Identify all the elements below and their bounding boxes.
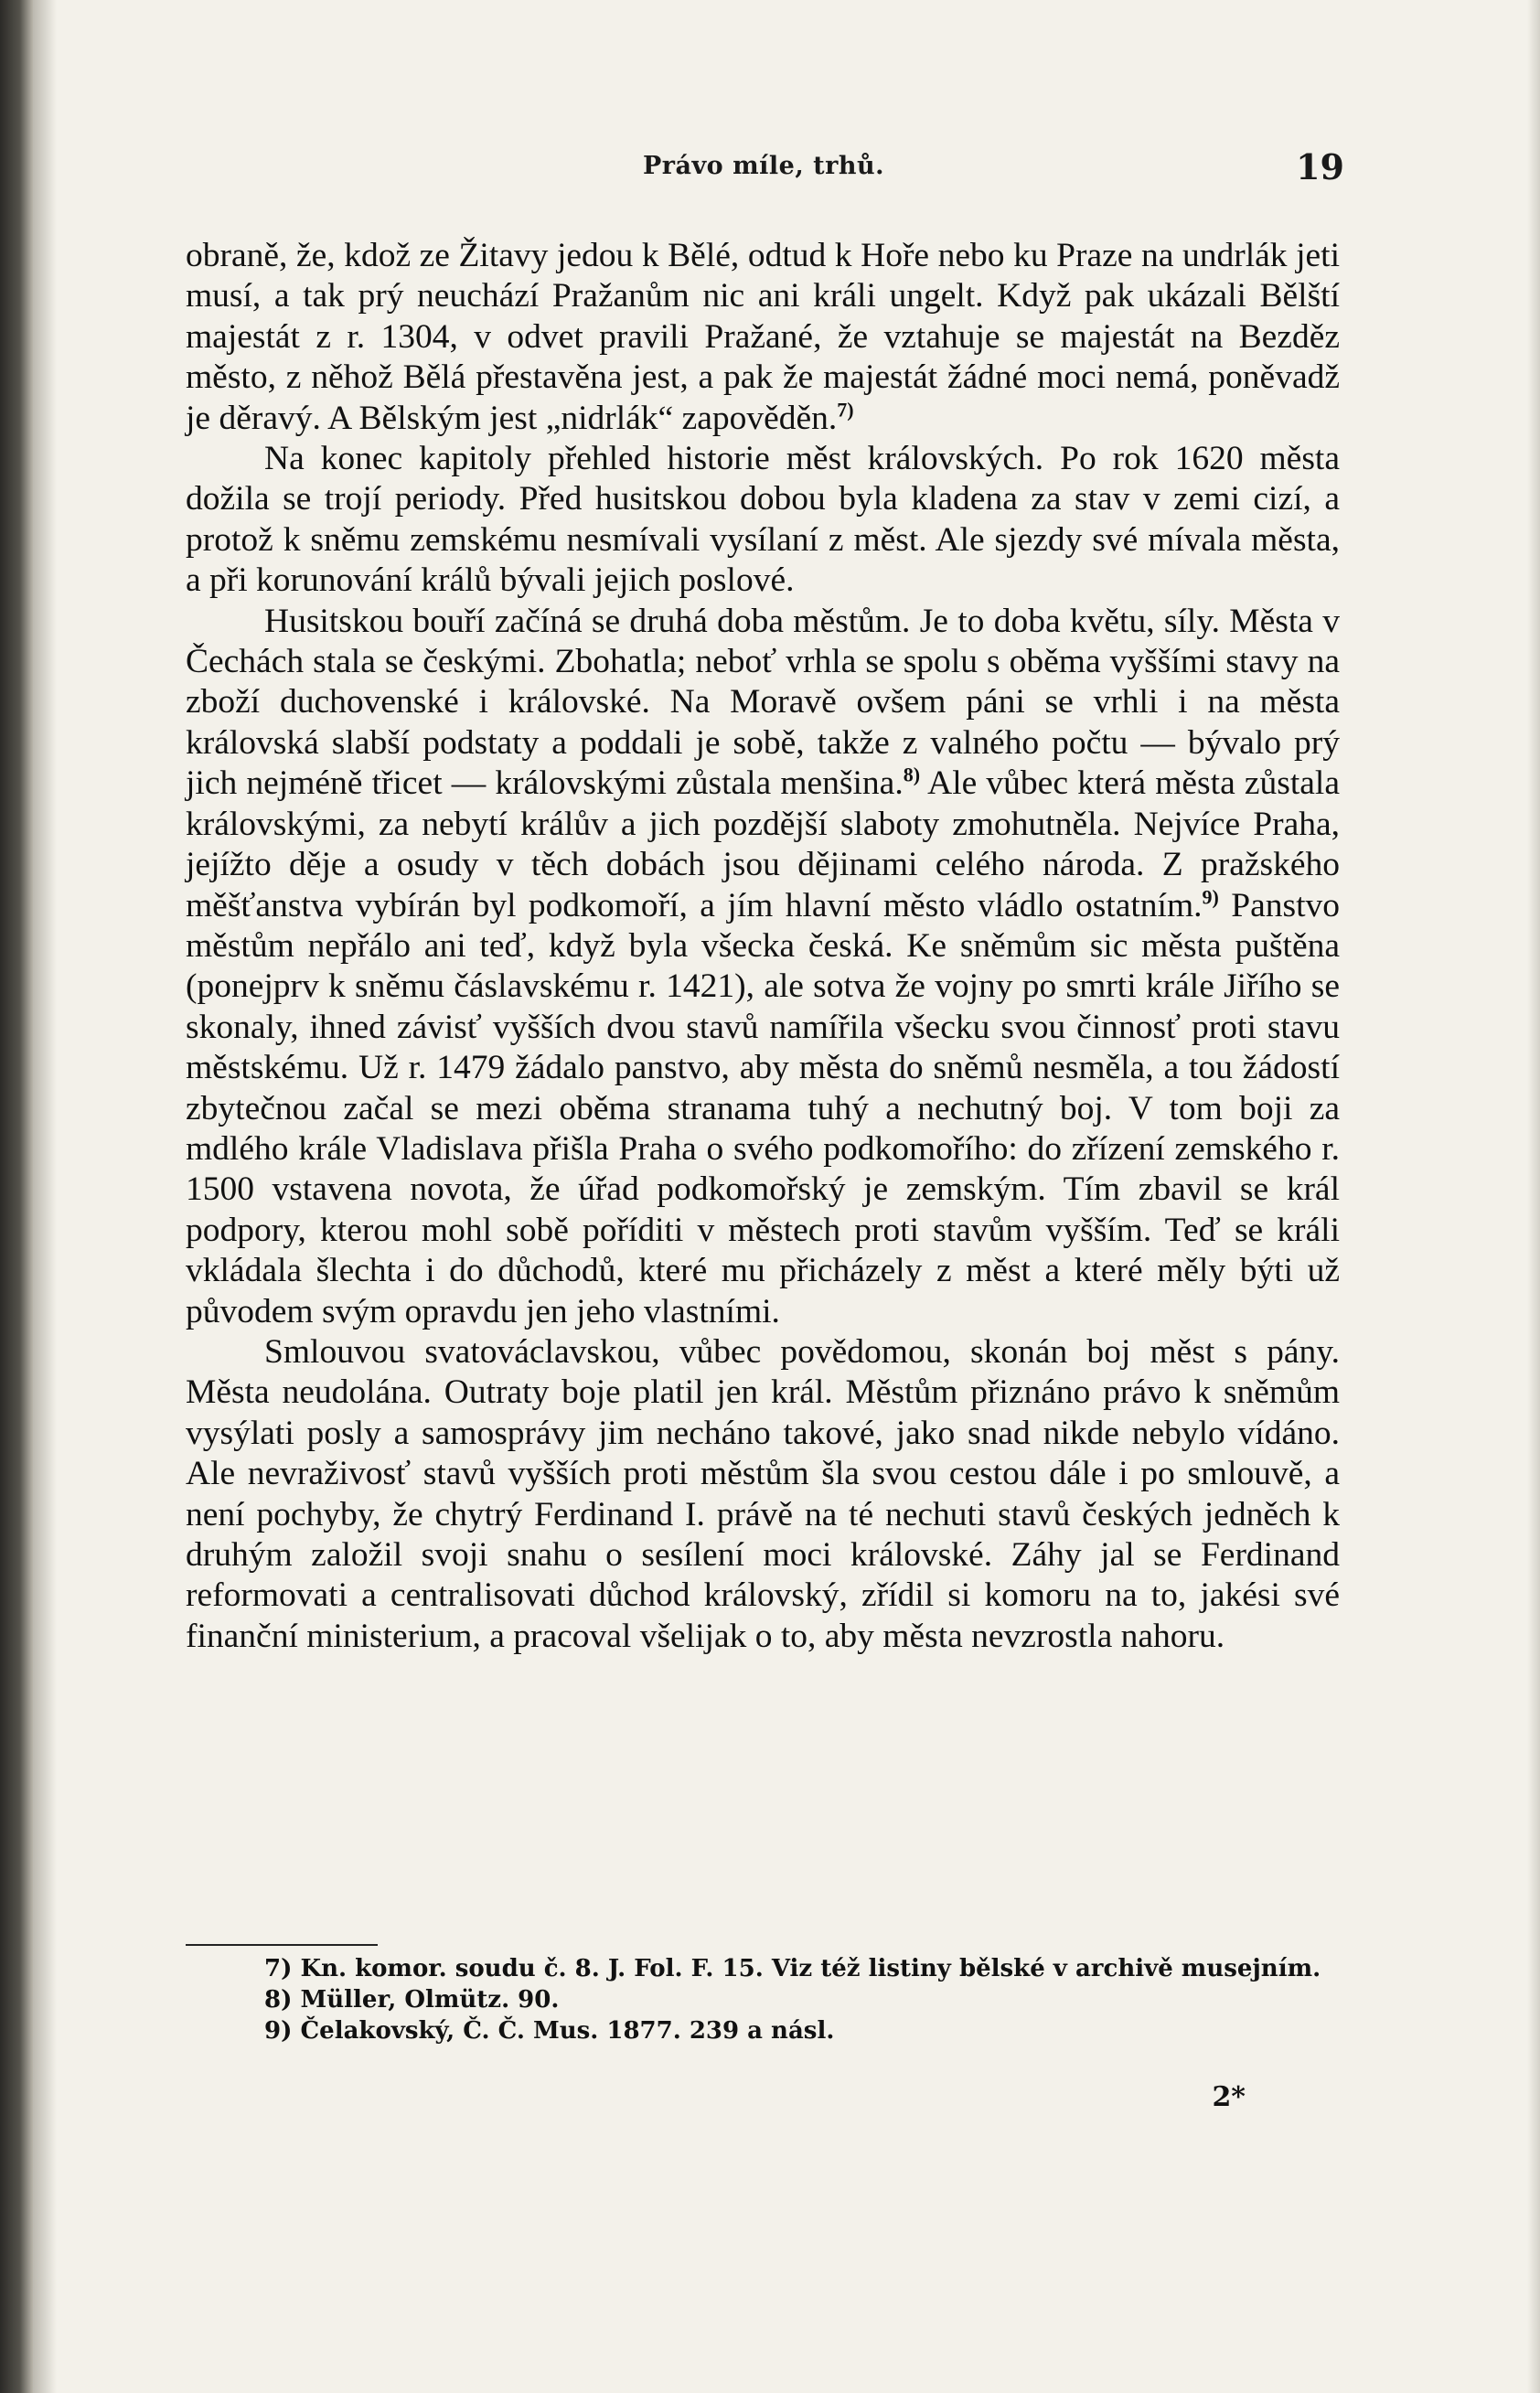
paragraph-text: Husitskou bouří začíná se druhá doba městům. Je to doba květu, síly. Města v Čechách stala se českými. Zbohatla; neboť vrhla se spolu s oběma vyššími stavy na zboží duchovenské i královské. Na Moravě ovšem páni se vrhli i na města královská slabší podstaty a poddali je sobě, takže z valného počtu — bývalo prý jich nejméně třicet — královskými zůstala menšina. — [186, 602, 1340, 803]
footnote-number: 8) — [264, 1986, 293, 2014]
paragraph-text: obraně, že, kdož ze Žitavy jedou k Bělé, odtud k Hoře nebo ku Praze na undrlák jeti musí, a tak prý neuchází Pražanům nic ani králi ungelt. Když pak ukázali Bělští majestát z r. 1304, v odvet pravili Pražané, že vztahuje se majestát na Bezděz město, z něhož Bělá přestavěna jest, a pak že majestát žádné moci nemá, poněvadž je děravý. A Bělským jest „nidrlák“ zapověděn. — [186, 237, 1340, 437]
page-number: 19 — [1296, 146, 1344, 187]
footnote-number: 7) — [264, 1955, 293, 1982]
paragraph — [186, 236, 1340, 439]
paragraph-text: Smlouvou svatováclavskou, vůbec povědomou, skonán boj měst s pány. Města neudolána. Outraty boje platil jen král. Městům přiznáno právo k sněmům vysýlati posly a samosprávy jim necháno takové, jako snad nikde nebylo vídáno. Ale nevraživosť stavů vyšších proti městům šla svou cestou dále i po smlouvě, a není pochyby, že chytrý Ferdinand I. právě na té nechuti stavů českých jedněch k druhým založil svoji snahu o sesílení moci královské. Záhy jal se Ferdinand reformovati a centralisovati důchod královský, zřídil si komoru na to, jakési své finanční ministerium, a pracoval všelijak o to, aby města nevzrostla nahoru. — [186, 1332, 1340, 1655]
paragraph-text: Ale vůbec která města zůstala královskými, za nebytí králův a jich pozdější slaboty zmohutněla. Nejvíce Praha, jejížto děje a osudy v těch dobách jsou dějinami celého národa. Z pražského měšťanstva vybírán byl podkomoří, a jím hlavní město vládlo ostatním. — [186, 764, 1340, 924]
binding-shadow — [33, 0, 57, 2393]
paragraph — [186, 439, 1340, 602]
running-title: Právo míle, trhů. — [642, 152, 885, 180]
paragraph — [186, 602, 1340, 1332]
page-binding — [0, 0, 33, 2393]
footnote-marker: 8) — [903, 763, 921, 786]
footnote-text: Kn. komor. soudu č. 8. J. Fol. F. 15. Viz též listiny bělské v archivě musejním. — [300, 1955, 1321, 1982]
paragraph-text: Panstvo městům nepřálo ani teď, když byla všecka česká. Ke sněmům sic města puštěna (ponejprv k sněmu čáslavskému r. 1421), ale sotva že vojny po smrti krále Jiřího se skonaly, ihned závisť vyšších dvou stavů namířila všecku svou činnosť proti stavu městskému. Už r. 1479 žádalo panstvo, aby města do sněmů nesměla, a tou žádostí zbytečnou začal se mezi oběma stranama tuhý a nechutný boj. V tom boji za mdlého krále Vladislava přišla Praha o svého podkomořího: do zřízení zemského r. 1500 vstavena novota, že úřad podkomořský je zemským. Tím zbavil se král podpory, kterou mohl sobě poříditi v městech proti stavům vyšším. Teď se králi vkládala šlechta i do důchodů, které mu přicházely z měst a které měly býti už původem svým opravdu jen jeho vlastními. — [186, 886, 1340, 1330]
body-text — [186, 236, 1340, 1657]
footnote-7 — [186, 1953, 1340, 1984]
footnote-8 — [186, 1984, 1340, 2015]
footnote-text: Čelakovský, Č. Č. Mus. 1877. 239 a násl. — [300, 2017, 835, 2045]
page-edge-shadow — [1527, 0, 1540, 2393]
paragraph-text: Na konec kapitoly přehled historie měst královských. Po rok 1620 města dožila se trojí periody. Před husitskou dobou byla kladena za stav v zemi cizí, a protož k sněmu zemskému nesmívali vysílaní z měst. Ale sjezdy své mívala města, a při korunování králů bývali jejich poslové. — [186, 440, 1340, 600]
footnote-divider — [186, 1944, 378, 1946]
footnote-text: Müller, Olmütz. 90. — [300, 1986, 560, 2014]
footnotes — [186, 1953, 1340, 2046]
footnote-marker: 7) — [837, 398, 854, 422]
footnote-number: 9) — [264, 2017, 293, 2045]
page-header — [183, 146, 1344, 201]
footnote-marker: 9) — [1202, 885, 1219, 908]
footnote-9 — [186, 2015, 1340, 2046]
signature-mark: 2* — [1212, 2081, 1246, 2113]
paragraph — [186, 1332, 1340, 1657]
